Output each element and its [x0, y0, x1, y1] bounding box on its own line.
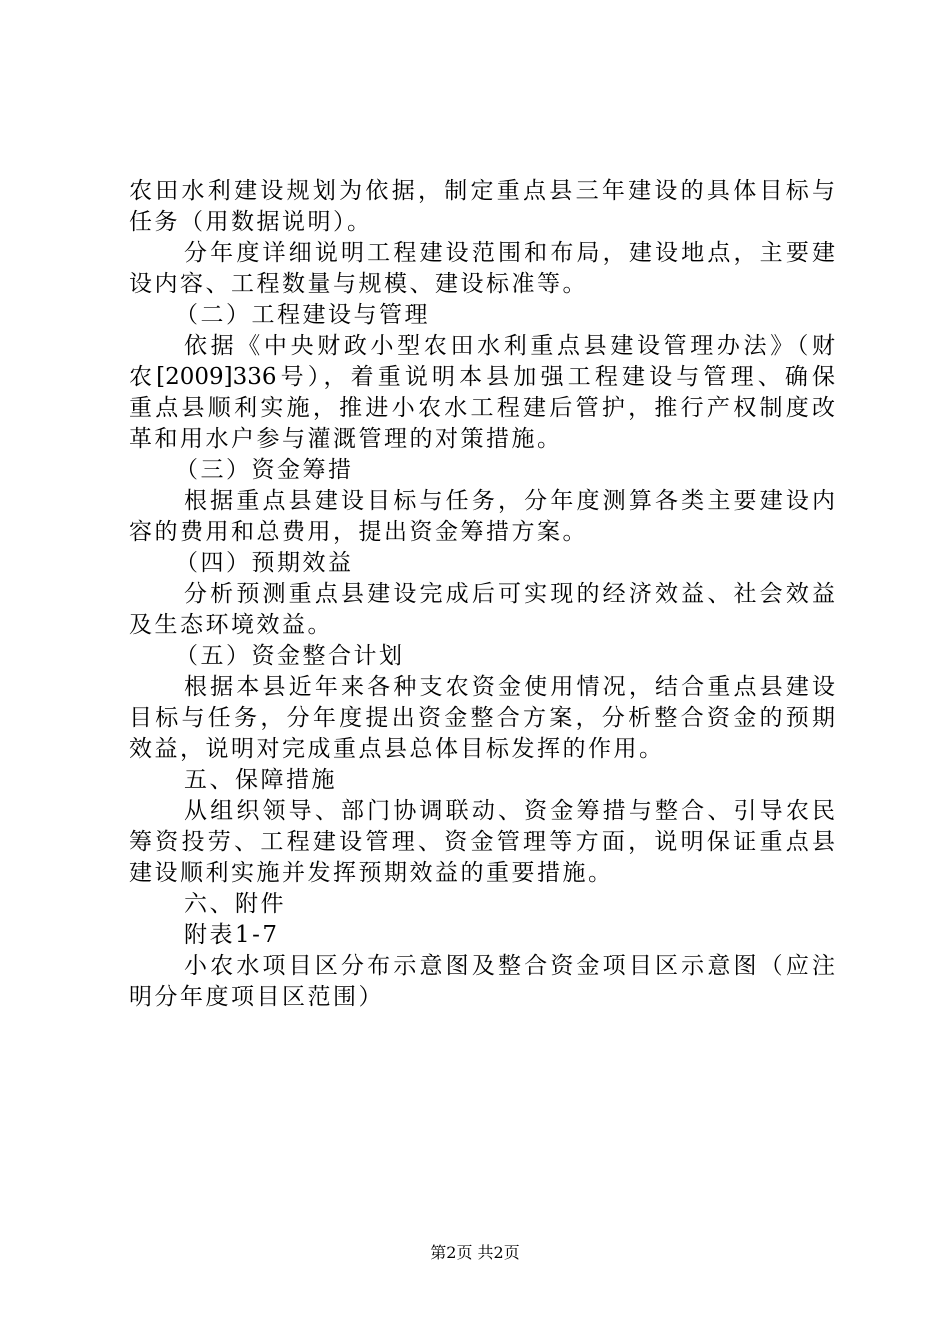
body-text-line: 六、附件	[184, 891, 286, 917]
body-text-line: 明分年度项目区范围）	[129, 984, 384, 1010]
body-text-line: 分析预测重点县建设完成后可实现的经济效益、社会效益	[184, 581, 835, 607]
body-text-line: 五、保障措施	[184, 767, 337, 793]
body-text-line: 筹资投劳、工程建设管理、资金管理等方面，说明保证重点县	[129, 829, 835, 855]
body-text-line: 附表1-7	[184, 922, 280, 948]
body-text-line: 重点县顺利实施，推进小农水工程建后管护，推行产权制度改	[129, 395, 835, 421]
body-text-line: 目标与任务，分年度提出资金整合方案，分析整合资金的预期	[129, 705, 835, 731]
section-heading: （五）资金整合计划	[175, 643, 405, 669]
body-text-line: 从组织领导、部门协调联动、资金筹措与整合、引导农民	[184, 798, 835, 824]
body-text-line: 革和用水户参与灌溉管理的对策措施。	[129, 426, 563, 452]
body-text-line: 小农水项目区分布示意图及整合资金项目区示意图（应注	[184, 953, 835, 979]
section-heading: （二）工程建设与管理	[175, 302, 430, 328]
body-text-line: 农田水利建设规划为依据，制定重点县三年建设的具体目标与	[129, 178, 835, 204]
section-heading: （三）资金筹措	[175, 457, 354, 483]
document-body	[129, 176, 835, 1013]
page-footer: 第2页 共2页	[430, 1243, 520, 1262]
body-text-line: 效益，说明对完成重点县总体目标发挥的作用。	[129, 736, 665, 762]
body-text-line: 根据重点县建设目标与任务，分年度测算各类主要建设内	[184, 488, 835, 514]
body-text-line: 根据本县近年来各种支农资金使用情况，结合重点县建设	[184, 674, 835, 700]
body-text-line: 及生态环境效益。	[129, 612, 333, 638]
body-text-line: 容的费用和总费用，提出资金筹措方案。	[129, 519, 588, 545]
body-text-line: 农[2009]336号），着重说明本县加强工程建设与管理、确保	[129, 364, 835, 390]
section-heading: （四）预期效益	[175, 550, 354, 576]
body-text-line: 依据《中央财政小型农田水利重点县建设管理办法》（财	[184, 333, 835, 359]
body-text-line: 任务（用数据说明）。	[129, 209, 373, 235]
body-text-line: 建设顺利实施并发挥预期效益的重要措施。	[129, 860, 614, 886]
body-text-line: 设内容、工程数量与规模、建设标准等。	[129, 271, 588, 297]
body-text-line: 分年度详细说明工程建设范围和布局，建设地点，主要建	[184, 240, 835, 266]
